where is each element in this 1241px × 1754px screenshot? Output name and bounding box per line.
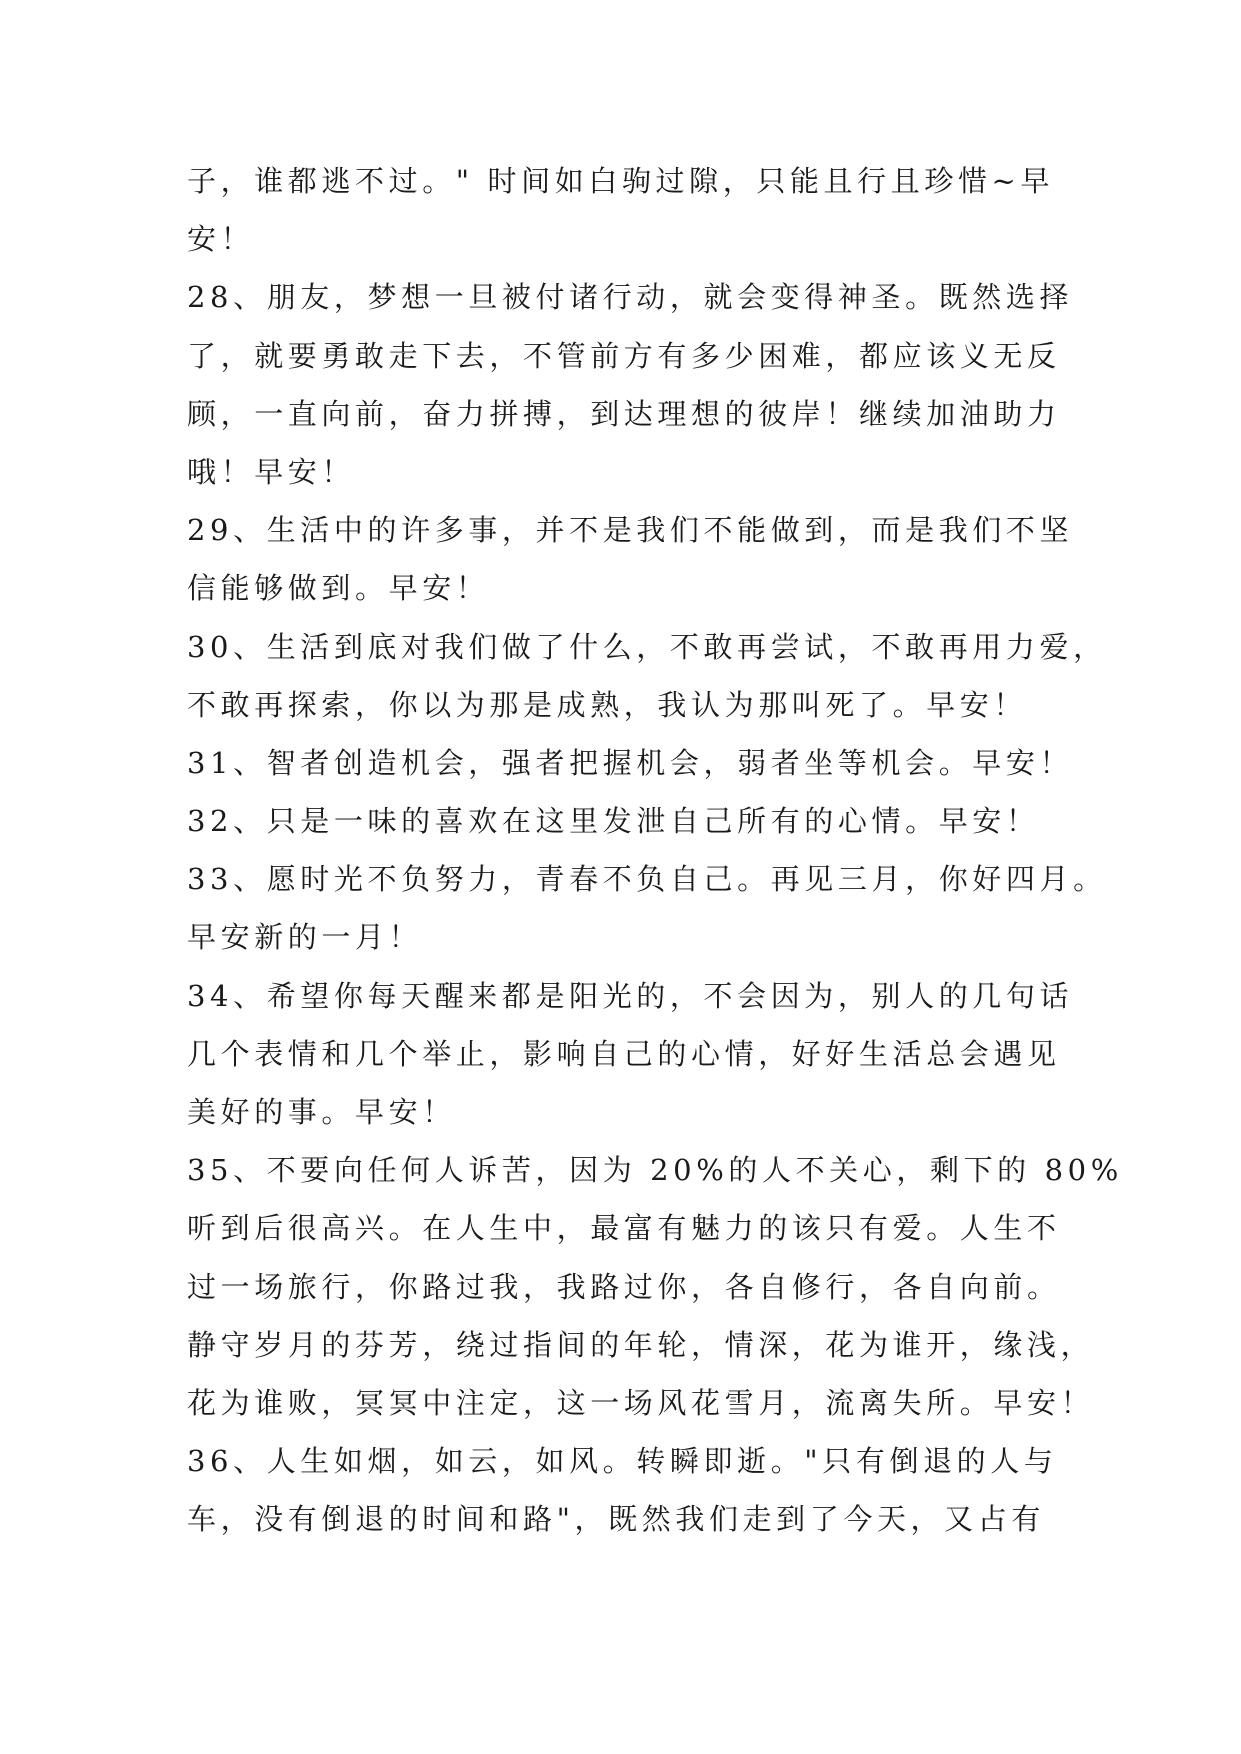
- text-line: 顾，一直向前，奋力拼搏，到达理想的彼岸！继续加油助力: [187, 396, 1061, 431]
- text-line: 29、生活中的许多事，并不是我们不能做到，而是我们不坚: [187, 513, 1074, 548]
- text-line: 听到后很高兴。在人生中，最富有魅力的该只有爱。人生不: [187, 1211, 1061, 1246]
- text-line: 33、愿时光不负努力，青春不负自己。再见三月，你好四月。: [187, 862, 1107, 897]
- text-line: 了，就要勇敢走下去，不管前方有多少困难，都应该义无反: [187, 338, 1061, 373]
- text-line: 过一场旅行，你路过我，我路过你，各自修行，各自向前。: [187, 1269, 1061, 1304]
- text-line: 36、人生如烟，如云，如风。转瞬即逝。"只有倒退的人与: [187, 1444, 1058, 1479]
- text-line: 35、不要向任何人诉苦，因为 20%的人不关心，剩下的 80%: [187, 1153, 1123, 1188]
- text-line: 车，没有倒退的时间和路"，既然我们走到了今天，又占有: [187, 1502, 1045, 1537]
- text-line: 31、智者创造机会，强者把握机会，弱者坐等机会。早安！: [187, 745, 1074, 780]
- text-line: 子，谁都逃不过。" 时间如白驹过隙，只能且行且珍惜~早: [187, 164, 1055, 198]
- text-line: 30、生活到底对我们做了什么，不敢再尝试，不敢再用力爱，: [187, 629, 1107, 664]
- text-line: 花为谁败，冥冥中注定，这一场风花雪月，流离失所。早安！: [187, 1385, 1095, 1420]
- text-line: 信能够做到。早安！: [187, 571, 490, 606]
- body-text: [187, 152, 1123, 1549]
- text-line: 早安新的一月！: [187, 920, 423, 955]
- text-line: 34、希望你每天醒来都是阳光的，不会因为，别人的几句话: [187, 978, 1074, 1013]
- text-line: 安！: [187, 222, 255, 257]
- text-line: 32、只是一味的喜欢在这里发泄自己所有的心情。早安！: [187, 804, 1040, 839]
- text-line: 几个表情和几个举止，影响自己的心情，好好生活总会遇见: [187, 1036, 1061, 1071]
- text-line: 美好的事。早安！: [187, 1095, 456, 1129]
- text-line: 静守岁月的芬芳，绕过指间的年轮，情深，花为谁开，缘浅，: [187, 1327, 1095, 1362]
- text-line: 哦！早安！: [187, 454, 356, 489]
- text-line: 28、朋友，梦想一旦被付诸行动，就会变得神圣。既然选择: [187, 280, 1074, 315]
- text-line: 不敢再探索，你以为那是成熟，我认为那叫死了。早安！: [187, 687, 1028, 722]
